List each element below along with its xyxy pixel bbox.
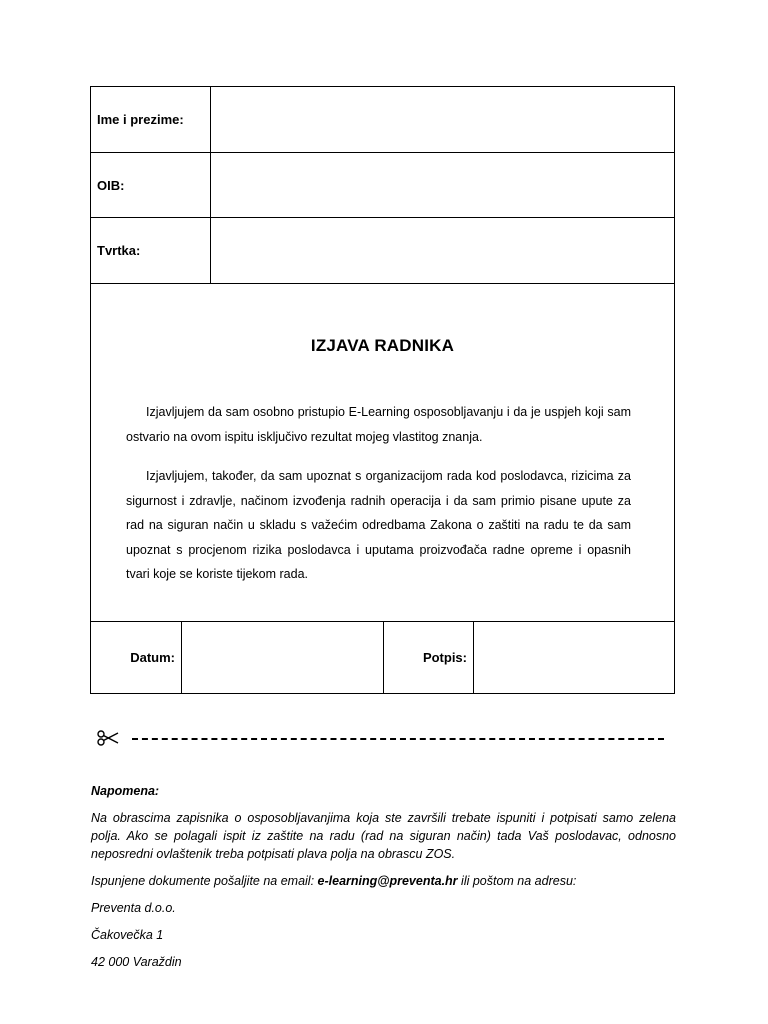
notes-paragraph: Na obrascima zapisnika o osposobljavanjima koja ste završili trebate ispuniti i potpisati samo zelena polja. Ako se polagali ispit iz zaštite na radu (rad na siguran način) tada Vaš poslodavac, odnosno neposredni ovlaštenik treba potpisati plava polja na obrascu ZOS. <box>91 811 676 861</box>
cut-line <box>96 726 671 750</box>
send-suffix: ili poštom na adresu: <box>457 874 577 888</box>
worker-statement-form <box>90 86 675 694</box>
cut-dashes <box>132 738 664 740</box>
oib-label: OIB: <box>91 153 211 217</box>
oib-row <box>91 153 674 218</box>
date-label: Datum: <box>91 622 182 693</box>
oib-field[interactable] <box>211 153 674 217</box>
scissors-icon <box>96 726 120 750</box>
address-line-2: Čakovečka 1 <box>91 928 164 942</box>
signature-label: Potpis: <box>384 622 474 693</box>
date-field[interactable] <box>182 622 384 693</box>
signature-field[interactable] <box>474 622 674 693</box>
notes-heading: Napomena: <box>91 784 160 798</box>
statement-section <box>91 284 674 622</box>
address-line-3: 42 000 Varaždin <box>91 955 182 969</box>
name-row <box>91 87 674 153</box>
name-field[interactable] <box>211 87 674 152</box>
send-prefix: Ispunjene dokumente pošaljite na email: <box>91 874 318 888</box>
send-instructions <box>91 872 676 890</box>
signature-row <box>91 622 674 693</box>
statement-paragraph-2: Izjavljujem, također, da sam upoznat s organizacijom rada kod poslodavca, rizicima za sigurnost i zdravlje, načinom izvođenja radnih operacija i da sam primio pisane upute za rad na siguran način u skladu s važećim odredbama Zakona o zaštiti na radu te da sam upoznat s procjenom rizika poslodavca i uputama proizvođača radne opreme i opasnih tvari koje se koriste tijekom rada. <box>126 469 631 581</box>
statement-title: IZJAVA RADNIKA <box>310 336 455 355</box>
company-field[interactable] <box>211 218 674 283</box>
notes-section <box>91 782 676 980</box>
address-line-1: Preventa d.o.o. <box>91 901 176 915</box>
company-label: Tvrtka: <box>91 218 211 283</box>
statement-paragraph-1: Izjavljujem da sam osobno pristupio E-Learning osposobljavanju i da je uspjeh koji sam ostvario na ovom ispitu isključivo rezultat mojeg vlastitog znanja. <box>126 405 631 444</box>
name-label: Ime i prezime: <box>91 87 211 152</box>
email-link[interactable]: e-learning@preventa.hr <box>317 874 458 888</box>
company-row <box>91 218 674 284</box>
